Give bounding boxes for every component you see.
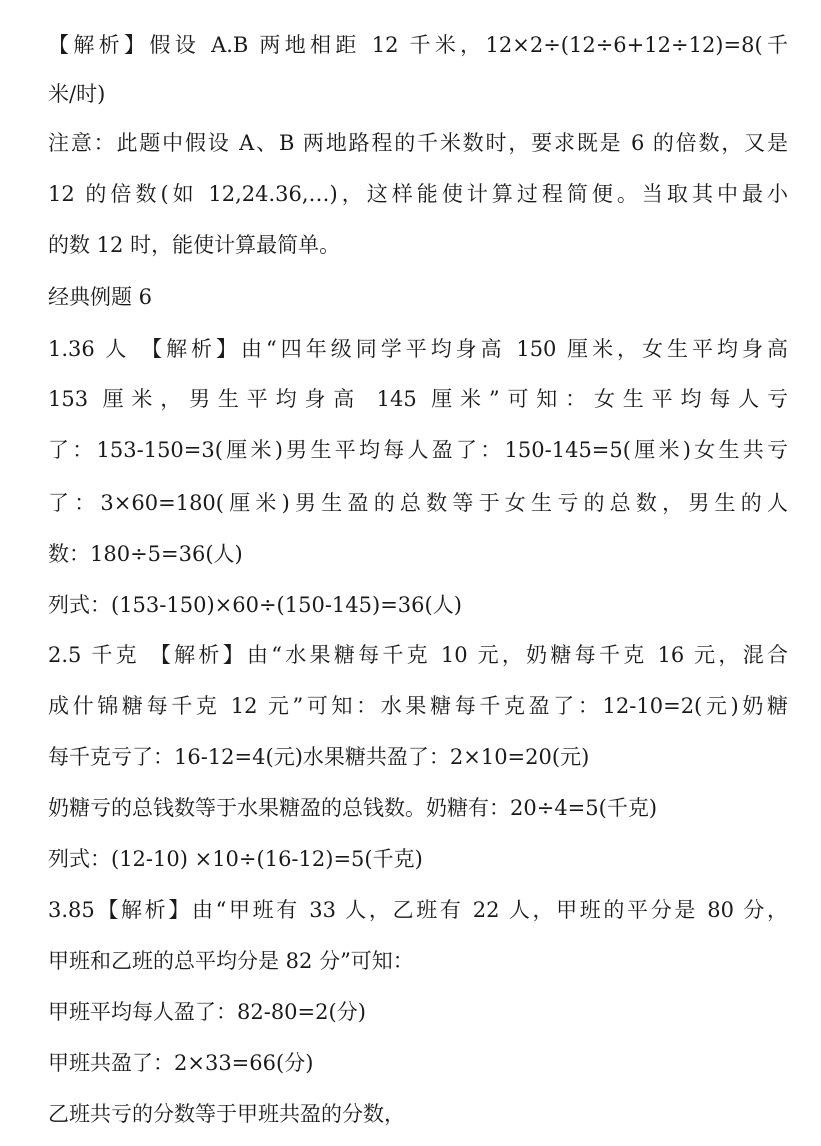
text-line-17: 列式：(12-10) ×10÷(16-12)=5(千克) <box>48 847 423 871</box>
text-line-15: 每千克亏了：16-12=4(元)水果糖共盈了：2×10=20(元) <box>48 745 590 769</box>
text-line-9: 了：153-150=3(厘米)男生平均每人盈了：150-145=5(厘米)女生共亏 <box>48 438 788 462</box>
text-line-16: 奶糖亏的总钱数等于水果糖盈的总钱数。奶糖有：20÷4=5(千克) <box>48 796 658 820</box>
text-line-2: 米/时) <box>48 82 106 106</box>
text-line-21: 甲班共盈了：2×33=66(分) <box>48 1051 314 1075</box>
text-line-4: 12 的倍数(如 12,24.36,…)，这样能使计算过程简便。当取其中最小 <box>48 182 788 206</box>
text-line-22: 乙班共亏的分数等于甲班共盈的分数， <box>48 1102 405 1126</box>
text-line-5: 的数 12 时，能使计算最简单。 <box>48 233 341 257</box>
text-line-19: 甲班和乙班的总平均分是 82 分”可知： <box>48 949 414 973</box>
section-heading: 经典例题 6 <box>48 285 153 309</box>
text-line-13: 2.5 千克 【解析】由“水果糖每千克 10 元，奶糖每千克 16 元，混合 <box>48 643 788 667</box>
text-line-3: 注意：此题中假设 A、B 两地路程的千米数时，要求既是 6 的倍数，又是 <box>48 131 788 155</box>
text-line-20: 甲班平均每人盈了：82-80=2(分) <box>48 1000 366 1024</box>
text-line-18: 3.85【解析】由“甲班有 33 人，乙班有 22 人，甲班的平分是 80 分， <box>48 898 788 922</box>
text-line-8: 153 厘米，男生平均身高 145 厘米”可知：女生平均每人亏 <box>48 387 788 411</box>
text-line-7: 1.36 人 【解析】由“四年级同学平均身高 150 厘米，女生平均身高 <box>48 337 788 361</box>
text-line-12: 列式：(153-150)×60÷(150-145)=36(人) <box>48 593 462 617</box>
text-line-1: 【解析】假设 A.B 两地相距 12 千米，12×2÷(12÷6+12÷12)=8(千 <box>48 33 788 57</box>
text-line-14: 成什锦糖每千克 12 元”可知：水果糖每千克盈了：12-10=2(元)奶糖 <box>48 694 788 718</box>
text-line-11: 数：180÷5=36(人) <box>48 542 243 566</box>
text-line-10: 了：3×60=180(厘米)男生盈的总数等于女生亏的总数，男生的人 <box>48 491 788 515</box>
